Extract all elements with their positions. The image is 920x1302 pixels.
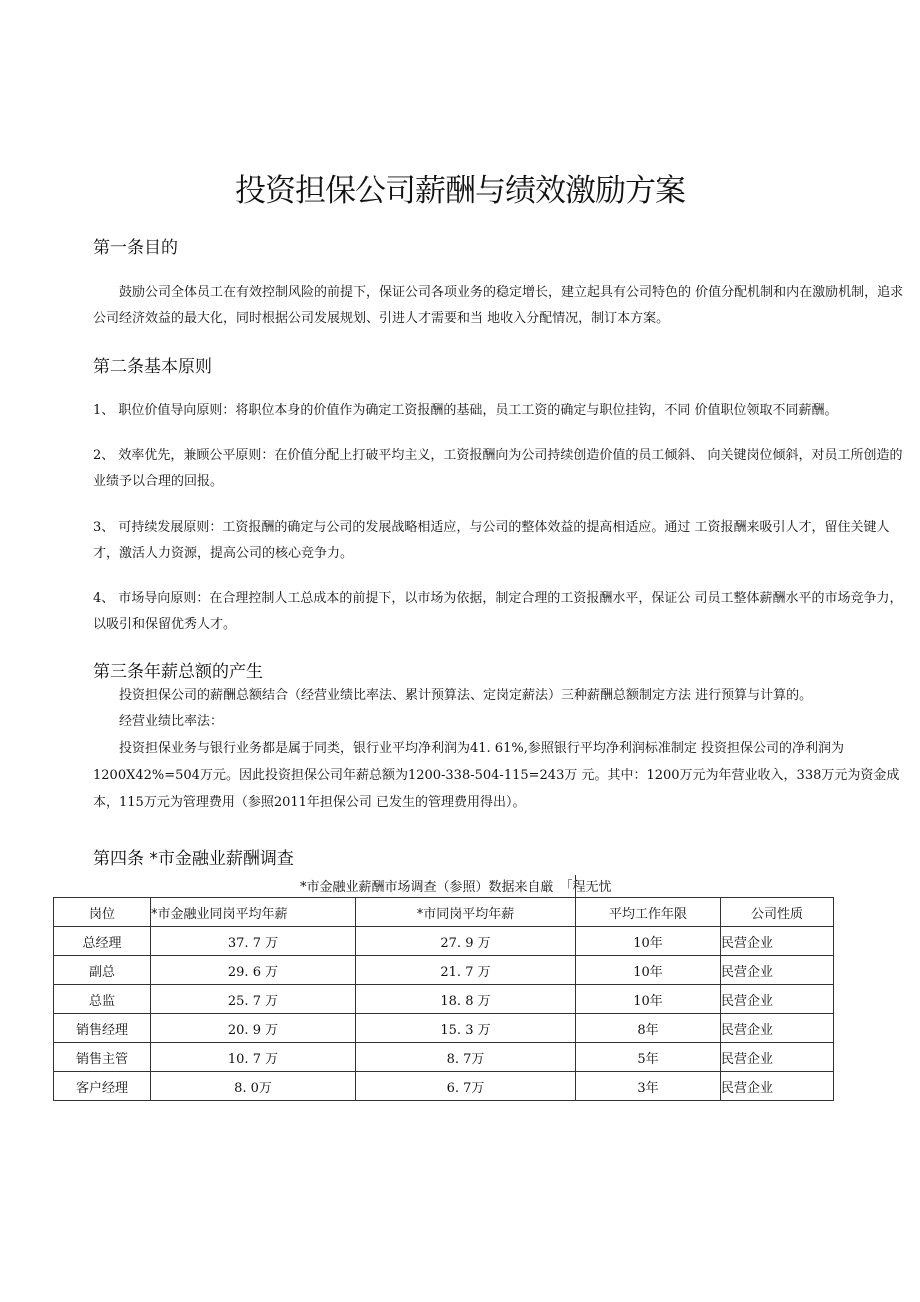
table-cell: 民营企业 bbox=[721, 1043, 834, 1072]
table-cell: 民营企业 bbox=[721, 927, 834, 956]
table-cell: 10年 bbox=[576, 985, 721, 1014]
table-row bbox=[54, 1072, 834, 1101]
paragraph: 投资担保公司的薪酬总额结合（经营业绩比率法、累计预算法、定岗定薪法）三种薪酬总额制定方法 进行预算与计算的。 bbox=[119, 688, 813, 703]
table-cell: 21. 7 万 bbox=[356, 956, 576, 985]
table-caption bbox=[300, 876, 612, 895]
table-cell: 销售主管 bbox=[54, 1043, 151, 1072]
table-cell: 25. 7 万 bbox=[151, 985, 356, 1014]
table-row bbox=[54, 985, 834, 1014]
paragraph: 3、 可持续发展原则：工资报酬的确定与公司的发展战略相适应，与公司的整体效益的提高相适应。通过 工资报酬来吸引人才，留住关键人才，激活人力资源，提高公司的核心竞争力。 bbox=[93, 520, 890, 561]
document-title: 投资担保公司薪酬与绩效激励方案 bbox=[235, 173, 685, 209]
paragraph: 经营业绩比率法： bbox=[119, 714, 224, 729]
table-cell: 销售经理 bbox=[54, 1014, 151, 1043]
table-cell: 10. 7 万 bbox=[151, 1043, 356, 1072]
table-cell: 29. 6 万 bbox=[151, 956, 356, 985]
caption-divider bbox=[575, 875, 576, 897]
header-cell: 平均工作年限 bbox=[576, 898, 721, 927]
paragraph: 投资担保业务与银行业务都是属于同类，银行业平均净利润为41. 61%,参照银行平均净利润标准制定 投资担保公司的净利润为1200X42%=504万元。因此投资担保公司年薪总额为1200-338-504-115=243万 元。其中：1200万元为年营业收入，338万元为资金成本，115万元为管理费用（参照2011年担保公司 已发生的管理费用得出）。 bbox=[93, 741, 900, 810]
header-cell: 公司性质 bbox=[721, 898, 834, 927]
table-cell: 15. 3 万 bbox=[356, 1014, 576, 1043]
table-cell: 3年 bbox=[576, 1072, 721, 1101]
table-cell: 20. 9 万 bbox=[151, 1014, 356, 1043]
table-cell: 民营企业 bbox=[721, 1014, 834, 1043]
paragraph: 4、 市场导向原则：在合理控制人工总成本的前提下，以市场为依据，制定合理的工资报酬水平，保证公 司员工整体薪酬水平的市场竞争力，以吸引和保留优秀人才。 bbox=[93, 591, 903, 632]
table-cell: 民营企业 bbox=[721, 985, 834, 1014]
table-cell: 37. 7 万 bbox=[151, 927, 356, 956]
table-cell: 副总 bbox=[54, 956, 151, 985]
table-row bbox=[54, 1043, 834, 1072]
table-row bbox=[54, 1014, 834, 1043]
table-cell: 总经理 bbox=[54, 927, 151, 956]
header-cell: *市同岗平均年薪 bbox=[356, 898, 576, 927]
header-cell: *市金融业同岗平均年薪 bbox=[151, 898, 356, 927]
salary-survey-table bbox=[53, 897, 834, 1101]
paragraph: 2、 效率优先，兼顾公平原则：在价值分配上打破平均主义，工资报酬向为公司持续创造价值的员工倾斜、 向关键岗位倾斜，对员工所创造的业绩予以合理的回报。 bbox=[93, 448, 903, 489]
table-header-row bbox=[54, 898, 834, 927]
table-cell: 18. 8 万 bbox=[356, 985, 576, 1014]
section-heading: 第四条 *市金融业薪酬调查 bbox=[93, 849, 294, 869]
table-cell: 8. 7万 bbox=[356, 1043, 576, 1072]
table-cell: 10年 bbox=[576, 956, 721, 985]
section-heading: 第二条基本原则 bbox=[93, 357, 212, 377]
table-cell: 客户经理 bbox=[54, 1072, 151, 1101]
table-cell: 民营企业 bbox=[721, 956, 834, 985]
section-heading: 第三条年薪总额的产生 bbox=[93, 662, 263, 682]
paragraph: 鼓励公司全体员工在有效控制风险的前提下，保证公司各项业务的稳定增长，建立起具有公司特色的 价值分配机制和内在激励机制，追求公司经济效益的最大化，同时根据公司发展规划、引进人才需要和当 地收入分配情况，制订本方案。 bbox=[93, 285, 904, 326]
paragraph: 1、 职位价值导向原则：将职位本身的价值作为确定工资报酬的基础，员工工资的确定与职位挂钩，不同 价值职位领取不同薪酬。 bbox=[93, 403, 838, 418]
table-row bbox=[54, 927, 834, 956]
table-cell: 10年 bbox=[576, 927, 721, 956]
table-cell: 8. 0万 bbox=[151, 1072, 356, 1101]
table-cell: 民营企业 bbox=[721, 1072, 834, 1101]
caption-right: 「程无忧 bbox=[559, 880, 612, 895]
table-cell: 27. 9 万 bbox=[356, 927, 576, 956]
table-cell: 总监 bbox=[54, 985, 151, 1014]
table-cell: 8年 bbox=[576, 1014, 721, 1043]
table-cell: 6. 7万 bbox=[356, 1072, 576, 1101]
table-cell: 5年 bbox=[576, 1043, 721, 1072]
table-row bbox=[54, 956, 834, 985]
section-heading: 第一条目的 bbox=[93, 238, 178, 258]
caption-left: *市金融业薪酬市场调查（参照）数据来自厳 bbox=[300, 880, 554, 895]
header-cell: 岗位 bbox=[54, 898, 151, 927]
